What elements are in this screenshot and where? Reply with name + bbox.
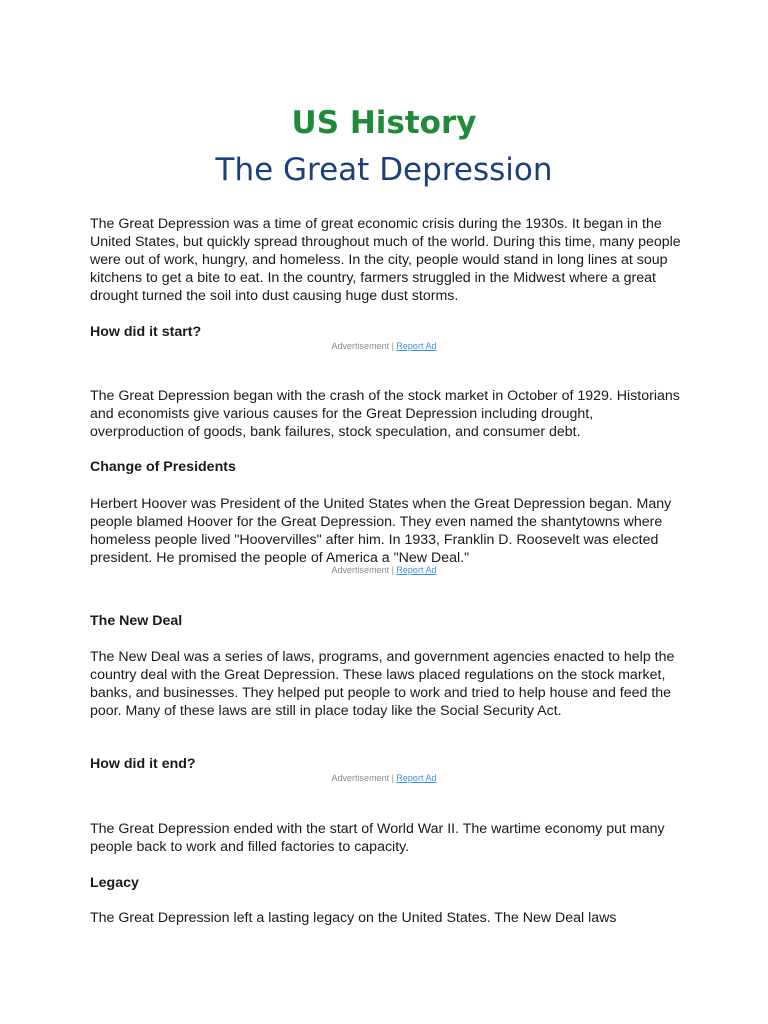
advertisement-label: Advertisement: [331, 341, 390, 351]
advertisement-separator: |: [389, 565, 397, 575]
advertisement-label: Advertisement: [331, 773, 390, 783]
advertisement-notice: [0, 340, 768, 352]
report-ad-link[interactable]: Report Ad: [396, 341, 437, 351]
section-body-legacy: The Great Depression left a lasting legacy on the United States. The New Deal laws: [90, 910, 617, 926]
section-body-start: The Great Depression began with the crash of the stock market in October of 1929. Historians and economists give various causes for the Great Depression including drought, overproduction of goods, bank failures, stock speculation, and consumer debt.: [90, 388, 680, 440]
section-heading-start: How did it start?: [90, 324, 202, 340]
report-ad-link[interactable]: Report Ad: [396, 565, 437, 575]
advertisement-notice: [0, 564, 768, 576]
subject-title: US History: [291, 105, 477, 141]
section-heading-presidents: Change of Presidents: [90, 459, 236, 475]
report-ad-link[interactable]: Report Ad: [396, 773, 437, 783]
advertisement-separator: |: [389, 773, 397, 783]
section-body-end: The Great Depression ended with the start of World War II. The wartime economy put many people back to work and filled factories to capacity.: [90, 821, 665, 855]
page-title: The Great Depression: [215, 152, 553, 188]
section-heading-new-deal: The New Deal: [90, 613, 183, 629]
section-heading-end: How did it end?: [90, 756, 196, 772]
advertisement-label: Advertisement: [331, 565, 390, 575]
section-body-new-deal: The New Deal was a series of laws, programs, and government agencies enacted to help the country deal with the Great Depression. These laws placed regulations on the stock market, banks, and businesses. They helped put people to work and tried to help house and feed the poor. Many of these laws are still in place today like the Social Security Act.: [90, 649, 675, 719]
section-heading-legacy: Legacy: [90, 875, 139, 891]
section-body-presidents: Herbert Hoover was President of the United States when the Great Depression began. Many people blamed Hoover for the Great Depression. They even named the shantytowns where homeless people lived "Hoovervilles" after him. In 1933, Franklin D. Roosevelt was elected president. He promised the people of America a "New Deal.": [90, 496, 672, 566]
advertisement-notice: [0, 772, 768, 784]
advertisement-separator: |: [389, 341, 397, 351]
intro-paragraph: The Great Depression was a time of great economic crisis during the 1930s. It began in the United States, but quickly spread throughout much of the world. During this time, many people were out of work, hungry, and homeless. In the city, people would stand in long lines at soup kitchens to get a bite to eat. In the country, farmers struggled in the Midwest where a great drought turned the soil into dust causing huge dust storms.: [90, 216, 681, 304]
